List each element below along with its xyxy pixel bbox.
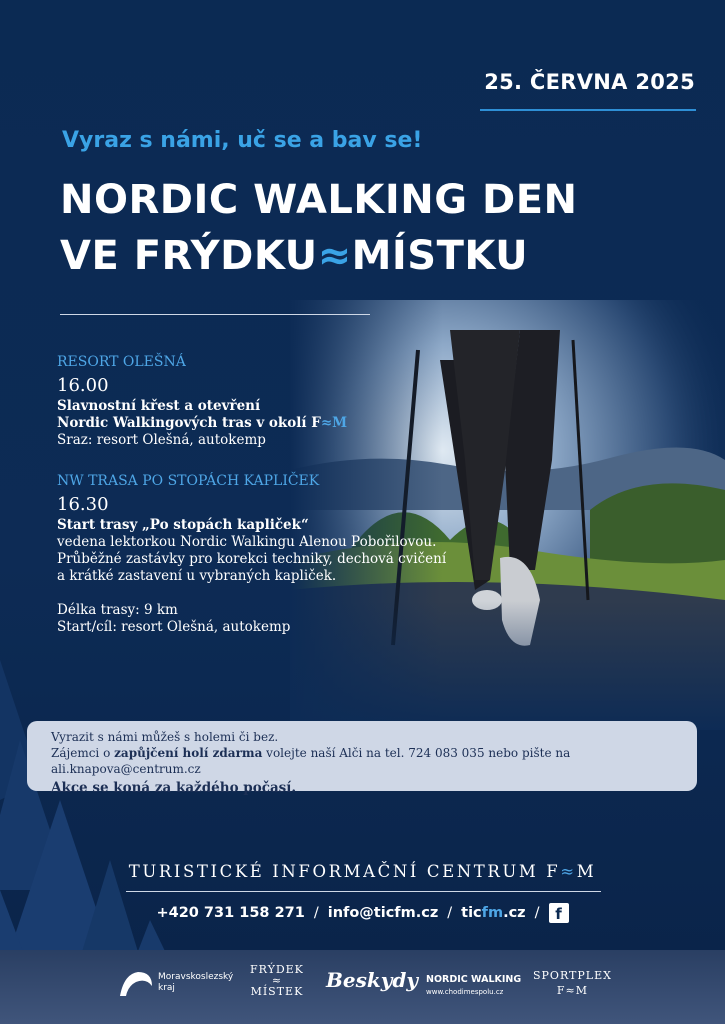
kraj-emblem-icon [118,968,154,1000]
description-line: a krátké zastavení u vybraných kapliček. [57,568,337,584]
tic-heading [0,862,725,881]
logo-text: www.chodimespolu.cz [426,988,504,996]
section-bold-line: Slavnostní křest a otevření [57,398,261,414]
info-text: volejte naší Alči na tel. 724 083 035 nebo pište na ali.knapova@centrum.cz [51,746,571,776]
title-part-b: MÍSTKU [351,233,529,279]
info-bold: zapůjčení holí zdarma [114,746,263,760]
section-bold-line: Start trasy „Po stopách kapliček“ [57,517,309,533]
web-fm: fm [481,905,504,921]
logo-text: SPORTPLEX [533,969,612,982]
logo-text: ≈ [271,974,283,987]
web-link[interactable] [461,905,525,921]
sportplex-logo [533,968,612,998]
event-title [60,172,578,284]
web-text: .cz [503,905,526,921]
logo-text: FRÝDEK [250,963,304,976]
partner-logos [0,950,725,1024]
web-text: tic [461,905,482,921]
logo-text: MÍSTEK [250,985,304,998]
section-heading: RESORT OLEŠNÁ [57,354,186,370]
section-resort [57,354,347,449]
section-time: 16.30 [57,494,109,515]
logo-text: kraj [158,983,175,993]
weather-note: Akce se koná za každého počasí. [51,780,297,796]
trail-start-end: Start/cíl: resort Olešná, autokemp [57,619,291,635]
trail-length: Délka trasy: 9 km [57,602,178,618]
nordic-walking-logo [426,974,521,998]
fm-mark: ≈M [320,415,348,431]
section-heading: NW TRASA PO STOPÁCH KAPLIČEK [57,473,320,489]
beskydy-logo: Beskydy [326,968,418,992]
logo-text: F≈M [556,984,589,997]
section-trail [57,473,446,636]
moravskoslezsky-logo [118,968,234,1004]
date-divider [480,109,696,111]
bold-text: Nordic Walkingových tras v okolí F [57,415,321,431]
wave-symbol: ≈ [317,233,352,279]
wave-symbol: ≈ [560,862,577,881]
title-divider [60,314,370,315]
logo-text: Moravskoslezský [158,972,234,982]
title-part-a: VE FRÝDKU [60,233,318,279]
frydek-mistek-logo [250,964,304,997]
description-line: vedena lektorkou Nordic Walkingu Alenou Pobořilovou. [57,534,437,550]
phone-link[interactable]: +420 731 158 271 [156,905,305,921]
title-line-1: NORDIC WALKING DEN [60,177,578,223]
info-text: Zájemci o [51,746,115,760]
facebook-icon[interactable]: f [549,903,569,923]
tic-text: TURISTICKÉ INFORMAČNÍ CENTRUM F [128,862,561,881]
contacts: +420 731 158 271 / info@ticfm.cz / ticfm.cz / f [0,903,725,923]
section-time: 16.00 [57,375,109,396]
description-line: Průběžné zastávky pro korekci techniky, dechová cvičení [57,551,447,567]
tic-text: M [576,862,597,881]
title-line-2 [60,228,578,284]
info-line-1: Vyrazit s námi můžeš s holemi či bez. [51,730,279,744]
logo-text: NORDIC WALKING [426,974,522,985]
meeting-point: Sraz: resort Olešná, autokemp [57,432,266,448]
info-line-2 [51,745,697,777]
info-box [27,721,697,796]
tic-divider [126,891,601,892]
tagline: Vyraz s námi, uč se a bav se! [62,128,423,153]
event-date: 25. ČERVNA 2025 [484,70,695,94]
section-bold-line [57,415,347,432]
email-link[interactable]: info@ticfm.cz [327,905,439,921]
